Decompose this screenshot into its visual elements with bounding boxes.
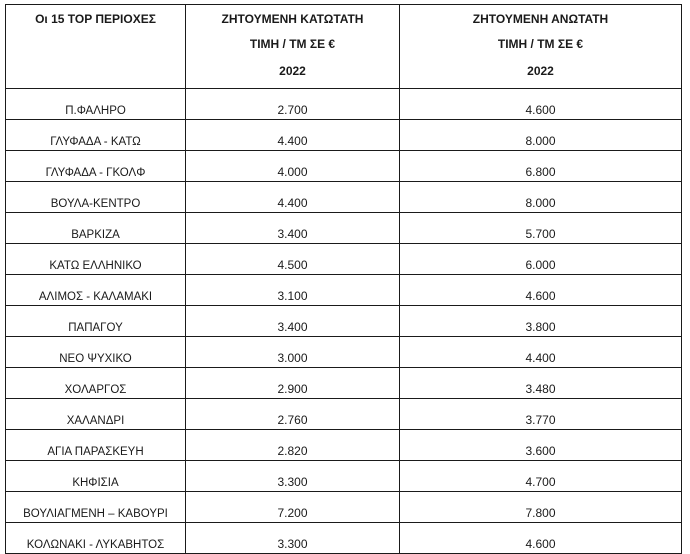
area-cell: ΧΑΛΑΝΔΡΙ — [6, 399, 186, 430]
max-price-cell: 8.000 — [400, 182, 682, 213]
table-row — [6, 399, 682, 430]
table-row — [6, 182, 682, 213]
area-cell: ΓΛΥΦΑΔΑ - ΓΚΟΛΦ — [6, 151, 186, 182]
max-price-cell: 4.600 — [400, 89, 682, 120]
max-price-cell: 4.400 — [400, 337, 682, 368]
table-row — [6, 275, 682, 306]
area-column-header — [6, 5, 186, 89]
max-price-cell: 4.600 — [400, 523, 682, 554]
table-row — [6, 89, 682, 120]
area-cell: ΚΗΦΙΣΙΑ — [6, 461, 186, 492]
min-price-cell: 2.760 — [186, 399, 400, 430]
max-price-cell: 6.000 — [400, 244, 682, 275]
table-row — [6, 461, 682, 492]
table-row — [6, 213, 682, 244]
price-table — [5, 4, 682, 554]
area-cell: ΠΑΠΑΓΟΥ — [6, 306, 186, 337]
min-price-cell: 3.300 — [186, 523, 400, 554]
table-row — [6, 120, 682, 151]
min-price-header-line2: ΤΙΜΗ / ΤΜ ΣΕ € — [249, 37, 336, 51]
table-row — [6, 306, 682, 337]
min-price-cell: 3.100 — [186, 275, 400, 306]
min-price-cell: 4.500 — [186, 244, 400, 275]
table-row — [6, 523, 682, 554]
area-cell: ΒΑΡΚΙΖΑ — [6, 213, 186, 244]
min-price-cell: 3.000 — [186, 337, 400, 368]
min-price-cell: 4.400 — [186, 120, 400, 151]
area-cell: ΓΛΥΦΑΔΑ - ΚΑΤΩ — [6, 120, 186, 151]
max-price-cell: 3.800 — [400, 306, 682, 337]
area-cell: ΑΛΙΜΟΣ - ΚΑΛΑΜΑΚΙ — [6, 275, 186, 306]
price-table-container — [5, 4, 681, 554]
max-price-header-line2: ΤΙΜΗ / ΤΜ ΣΕ € — [497, 37, 584, 51]
area-cell: ΒΟΥΛΑ-ΚΕΝΤΡΟ — [6, 182, 186, 213]
min-price-cell: 3.300 — [186, 461, 400, 492]
max-price-column-header — [400, 5, 682, 89]
header-row — [6, 5, 682, 89]
max-price-header-line3: 2022 — [527, 64, 554, 78]
max-price-cell: 3.770 — [400, 399, 682, 430]
min-price-cell: 2.900 — [186, 368, 400, 399]
table-row — [6, 368, 682, 399]
table-row — [6, 151, 682, 182]
table-body — [6, 89, 682, 554]
max-price-cell: 7.800 — [400, 492, 682, 523]
area-cell: ΚΑΤΩ ΕΛΛΗΝΙΚΟ — [6, 244, 186, 275]
max-price-cell: 8.000 — [400, 120, 682, 151]
area-cell: Π.ΦΑΛΗΡΟ — [6, 89, 186, 120]
min-price-cell: 4.400 — [186, 182, 400, 213]
min-price-cell: 3.400 — [186, 213, 400, 244]
area-cell: ΒΟΥΛΙΑΓΜΕΝΗ – ΚΑΒΟΥΡΙ — [6, 492, 186, 523]
table-row — [6, 244, 682, 275]
table-header — [6, 5, 682, 89]
area-cell: ΚΟΛΩΝΑΚΙ - ΛΥΚΑΒΗΤΟΣ — [6, 523, 186, 554]
table-row — [6, 430, 682, 461]
max-price-header-line1: ΖΗΤΟΥΜΕΝΗ ΑΝΩΤΑΤΗ — [472, 12, 609, 26]
min-price-column-header — [186, 5, 400, 89]
min-price-cell: 4.000 — [186, 151, 400, 182]
area-cell: ΝΕΟ ΨΥΧΙΚΟ — [6, 337, 186, 368]
min-price-header-line3: 2022 — [279, 64, 306, 78]
max-price-cell: 3.480 — [400, 368, 682, 399]
min-price-cell: 3.400 — [186, 306, 400, 337]
min-price-cell: 7.200 — [186, 492, 400, 523]
area-cell: ΧΟΛΑΡΓΟΣ — [6, 368, 186, 399]
min-price-cell: 2.700 — [186, 89, 400, 120]
max-price-cell: 5.700 — [400, 213, 682, 244]
min-price-cell: 2.820 — [186, 430, 400, 461]
max-price-cell: 4.600 — [400, 275, 682, 306]
max-price-cell: 4.700 — [400, 461, 682, 492]
area-cell: ΑΓΙΑ ΠΑΡΑΣΚΕΥΗ — [6, 430, 186, 461]
area-header-label: Οι 15 TOP ΠΕΡΙΟΧΕΣ — [35, 12, 156, 26]
max-price-cell: 6.800 — [400, 151, 682, 182]
min-price-header-line1: ΖΗΤΟΥΜΕΝΗ ΚΑΤΩΤΑΤΗ — [221, 12, 364, 26]
max-price-cell: 3.600 — [400, 430, 682, 461]
table-row — [6, 492, 682, 523]
table-row — [6, 337, 682, 368]
